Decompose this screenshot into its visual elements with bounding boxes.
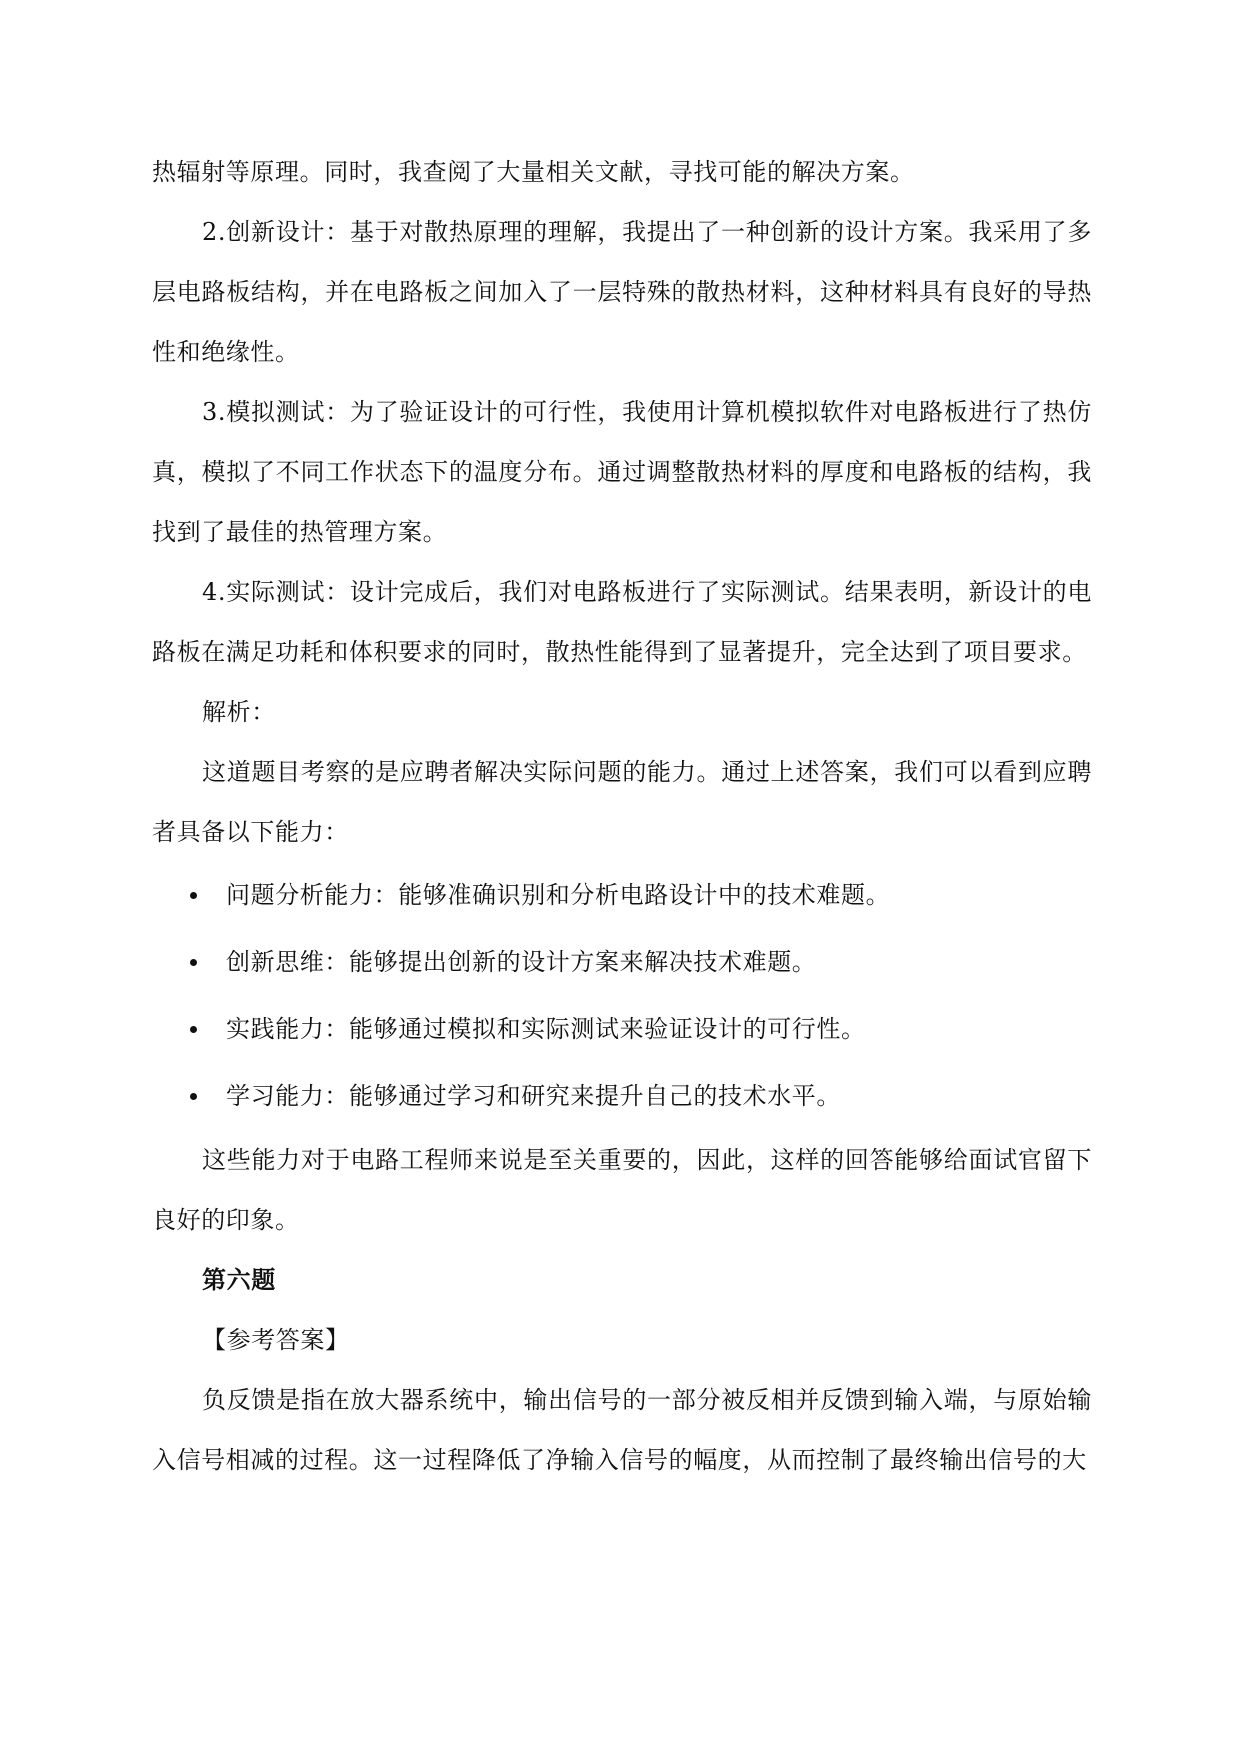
paragraph-simulation-test: 3.模拟测试：为了验证设计的可行性，我使用计算机模拟软件对电路板进行了热仿真，模拟了不同工作状态下的温度分布。通过调整散热材料的厚度和电路板的结构，我找到了最佳的热管理方案。 bbox=[152, 398, 1092, 546]
list-item-text: 问题分析能力：能够准确识别和分析电路设计中的技术难题。 bbox=[226, 881, 891, 909]
bullet-icon bbox=[190, 1093, 197, 1100]
paragraph-analysis-intro: 这道题目考察的是应聘者解决实际问题的能力。通过上述答案，我们可以看到应聘者具备以下能力： bbox=[152, 758, 1092, 846]
list-item bbox=[152, 929, 1092, 996]
paragraph-negative-feedback: 负反馈是指在放大器系统中，输出信号的一部分被反相并反馈到输入端，与原始输入信号相减的过程。这一过程降低了净输入信号的幅度，从而控制了最终输出信号的大 bbox=[152, 1386, 1092, 1474]
paragraph-actual-test: 4.实际测试：设计完成后，我们对电路板进行了实际测试。结果表明，新设计的电路板在满足功耗和体积要求的同时，散热性能得到了显著提升，完全达到了项目要求。 bbox=[152, 578, 1092, 666]
list-item bbox=[152, 996, 1092, 1063]
reference-answer-label: 【参考答案】 bbox=[202, 1326, 350, 1354]
paragraph-analysis-label: 解析： bbox=[202, 698, 276, 726]
list-item-text: 学习能力：能够通过学习和研究来提升自己的技术水平。 bbox=[226, 1082, 841, 1110]
list-item bbox=[152, 1063, 1092, 1130]
paragraph-conclusion: 这些能力对于电路工程师来说是至关重要的，因此，这样的回答能够给面试官留下良好的印象。 bbox=[152, 1146, 1092, 1234]
bullet-icon bbox=[190, 1026, 197, 1033]
section-heading: 第六题 bbox=[202, 1265, 276, 1294]
list-item-text: 创新思维：能够提出创新的设计方案来解决技术难题。 bbox=[226, 948, 817, 976]
list-item-text: 实践能力：能够通过模拟和实际测试来验证设计的可行性。 bbox=[226, 1015, 866, 1043]
bullet-icon bbox=[190, 892, 197, 899]
paragraph-continuation: 热辐射等原理。同时，我查阅了大量相关文献，寻找可能的解决方案。 bbox=[152, 158, 915, 186]
ability-list bbox=[152, 862, 1092, 1130]
bullet-icon bbox=[190, 959, 197, 966]
list-item bbox=[152, 862, 1092, 929]
document-body bbox=[152, 142, 1092, 1490]
paragraph-innovative-design: 2.创新设计：基于对散热原理的理解，我提出了一种创新的设计方案。我采用了多层电路板结构，并在电路板之间加入了一层特殊的散热材料，这种材料具有良好的导热性和绝缘性。 bbox=[152, 218, 1092, 366]
